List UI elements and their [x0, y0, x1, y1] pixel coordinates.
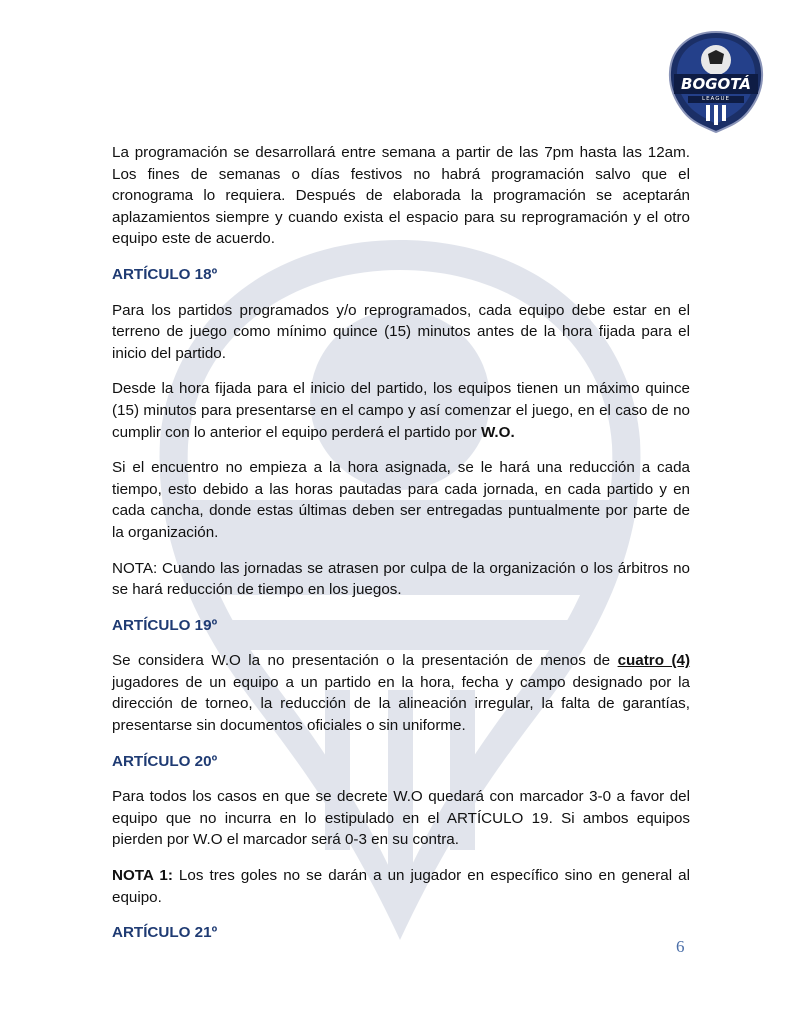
- heading-articulo-21: ARTÍCULO 21º: [112, 924, 218, 942]
- bogota-league-logo: [668, 30, 764, 134]
- wo-definicion-text-a: Se considera W.O la no presentación o la presentación de menos de: [112, 652, 618, 670]
- wo-definicion-text-b: jugadores de un equipo a un partido en la hora, fecha y campo designado por la dirección de torneo, la reducción de la alineación irregular, la falta de garantías, presentarse sin documentos oficiales o sin uniforme.: [112, 673, 690, 735]
- page-number: 6: [676, 937, 685, 956]
- paragraph-hora-fijada-text: Desde la hora fijada para el inicio del partido, los equipos tienen un máximo quince (15) minutos para presentarse en el campo y así comenzar el juego, en el caso de no cumplir con lo anterior el equipo perderá el partido por: [112, 380, 690, 441]
- heading-articulo-20: ARTÍCULO 20º: [112, 752, 218, 770]
- document-body: [112, 142, 690, 944]
- heading-articulo-18: ARTÍCULO 18º: [112, 265, 218, 283]
- heading-articulo-19: ARTÍCULO 19º: [112, 616, 218, 634]
- paragraph-marcador: Para todos los casos en que se decrete W.O quedará con marcador 3-0 a favor del equipo que no incurra en lo estipulado en el ARTÍCULO 19. Si ambos equipos pierden por W.O el marcador será 0-3 en su contra.: [112, 788, 690, 849]
- paragraph-programacion: La programación se desarrollará entre semana a partir de las 7pm hasta las 12am. Los fines de semanas o días festivos no habrá programación salvo que el cronograma lo requiera. Después de elaborada la programación se aceptarán aplazamientos siempre y cuando exista el espacio para su reprogramación y el otro equipo este de acuerdo.: [112, 144, 690, 248]
- wo-bold-text: W.O.: [480, 423, 515, 441]
- paragraph-nota: NOTA: Cuando las jornadas se atrasen por culpa de la organización o los árbitros no se hará reducción de tiempo en los juegos.: [112, 559, 690, 599]
- paragraph-reduccion: Si el encuentro no empieza a la hora asignada, se le hará una reducción a cada tiempo, esto debido a las horas pautadas para cada jornada, en cada partido y en cada cancha, donde estas últimas deben ser entregadas puntualmente por parte de la organización.: [112, 459, 690, 541]
- nota-1-label: NOTA 1:: [112, 867, 173, 885]
- paragraph-hora-fijada: [112, 378, 690, 443]
- cuatro-underlined-text: cuatro (4): [617, 652, 690, 670]
- paragraph-partidos-programados: Para los partidos programados y/o reprogramados, cada equipo debe estar en el terreno de juego como mínimo quince (15) minutos antes de la hora fijada para el inicio del partido.: [112, 301, 690, 362]
- paragraph-wo-definicion: [112, 650, 690, 736]
- logo-subtext: LEAGUE: [702, 96, 730, 102]
- paragraph-nota-1: [112, 865, 690, 908]
- nota-1-text: Los tres goles no se darán a un jugador en específico sino en general al equipo.: [112, 867, 690, 906]
- logo-text: BOGOTÁ: [681, 75, 751, 93]
